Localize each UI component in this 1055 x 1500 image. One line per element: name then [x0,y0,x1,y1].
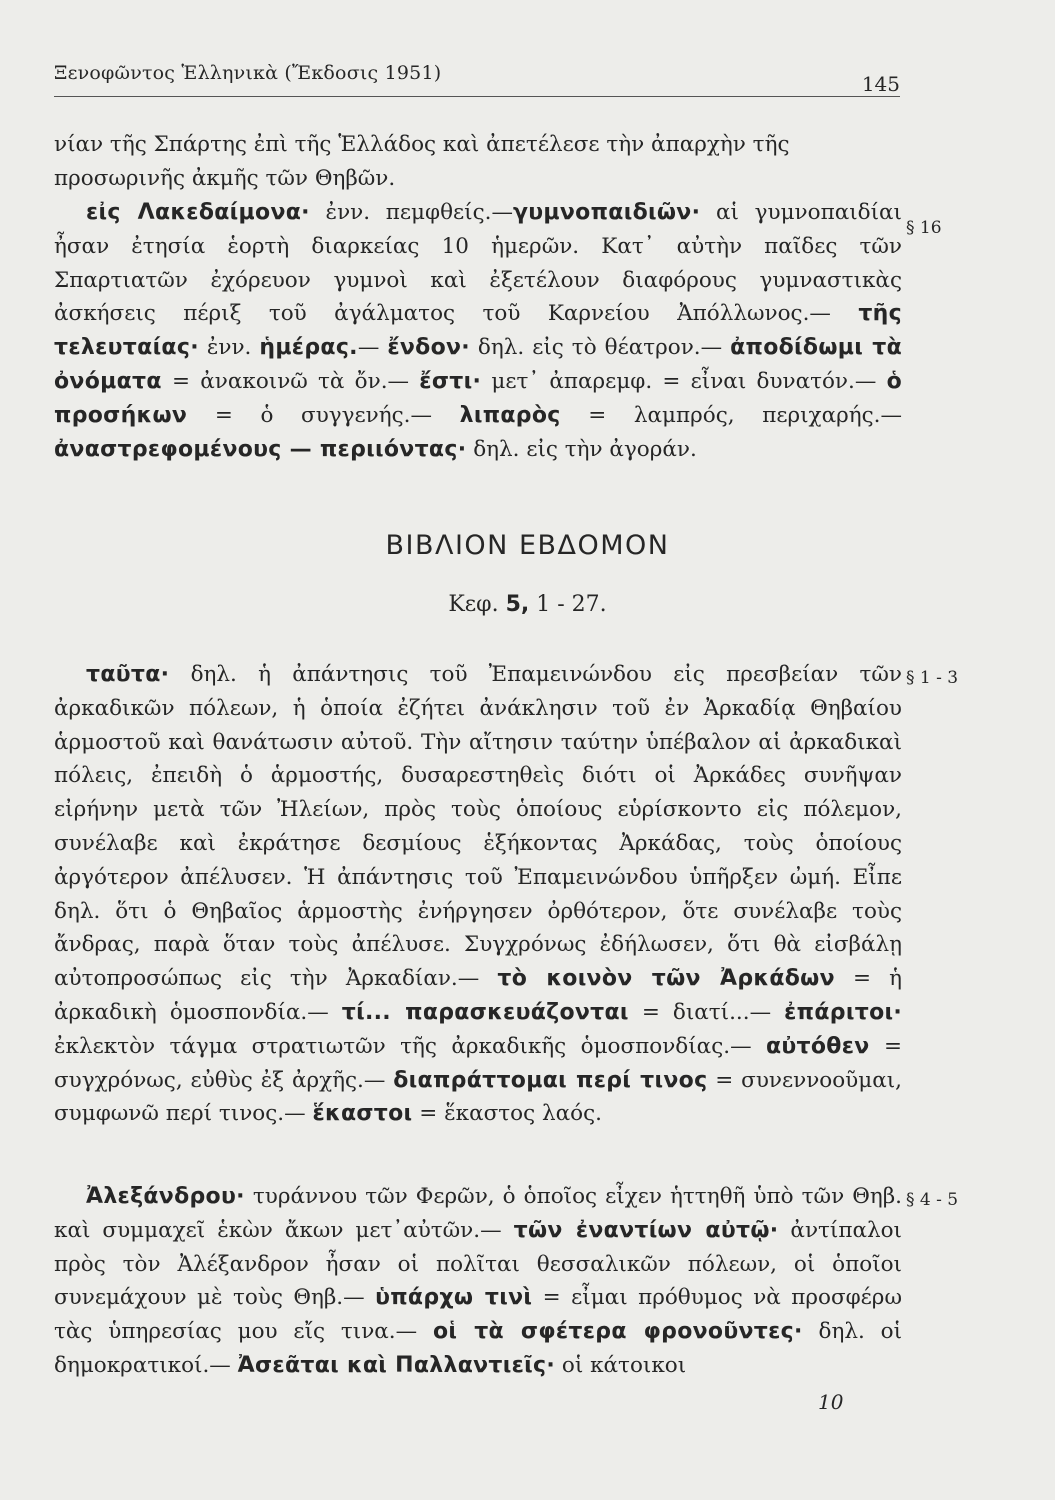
gloss: = ἀνακοινῶ τὰ ὄν.— [161,368,420,394]
gloss: δηλ. ἡ ἀπάντησις τοῦ Ἐπαμεινώνδου εἰς πρεσβείαν τῶν ἀρκαδικῶν πόλεων, ἡ ὁποία ἐζήτει ἀνάκλησιν τοῦ ἐν Ἀρκαδίᾳ Θηβαίου ἁρμοστοῦ καὶ θανάτωσιν αὐτοῦ. Τὴν αἴτησιν ταύτην ὑπέβαλον αἱ ἀρκαδικαὶ πόλεις, ἐπειδὴ ὁ ἁρμοστής, δυσαρεστηθεὶς διότι οἱ Ἀρκάδες συνῆψαν εἰρήνην μετὰ τῶν Ἠλείων, πρὸς τοὺς ὁποίους εὑρίσκοντο εἰς πόλεμον, συνέλαβε καὶ ἐκράτησε δεσμίους ἑξήκοντας Ἀρκάδας, τοὺς ὁποίους ἀργότερον ἀπέλυσεν. Ἡ ἀπάντησις τοῦ Ἐπαμεινώνδου ὑπῆρξεν ὠμή. Εἶπε δηλ. ὅτι ὁ Θηβαῖος ἁρμοστὴς ἐνήργησεν ὀρθότερον, ὅτε συνέλαβε τοὺς ἄνδρας, παρὰ ὅταν τοὺς ἀπέλυσε. Συγχρόνως ἐδήλωσεν, ὅτι θὰ εἰσβάλῃ αὐτοπροσώπως εἰς τὴν Ἀρκαδίαν.— [54,662,902,992]
page-header [54,62,900,102]
page-number: 145 [861,72,900,96]
gloss: ἐνν. [198,335,260,361]
section-marker: § 1 - 3 [906,668,959,688]
section-marker: § 4 - 5 [906,1190,959,1210]
gloss: = διατί...— [628,999,785,1025]
lemma: λιπαρὸς [459,402,561,428]
lemma: γυμνοπαιδιῶν· [512,200,701,225]
gloss: ἀντίπαλοι πρὸς τὸν Ἀλέξανδρον ἦσαν οἱ πολῖται θεσσαλικῶν πόλεων, οἱ ὁποῖοι συνεμάχουν μὲ τοὺς Θηβ.— [54,1217,902,1311]
lemma: τί... παρασκευάζονται [341,999,629,1025]
signature-mark: 10 [818,1390,844,1414]
lemma: ἀποδίδωμι τὰ ὀνόματα [54,335,902,394]
lemma: αὐτόθεν [765,1033,870,1059]
lemma: εἰς Λακεδαίμονα· [86,200,310,225]
lemma: ταῦτα· [86,662,170,687]
gloss: δηλ. εἰς τὴν ἀγοράν. [466,436,697,462]
chapter-reference [0,592,1055,617]
paragraph-2 [54,196,902,466]
section-marker: § 16 [906,218,942,238]
text-line: προσωρινῆς ἀκμῆς τῶν Θηβῶν. [54,165,396,191]
gloss: = συγχρόνως, εὐθὺς ἐξ ἀρχῆς.— [54,1033,902,1093]
lemma: τῆς τελευταίας· [54,301,902,361]
gloss: = εἶμαι πρόθυμος νὰ προσφέρω τὰς ὑπηρεσίας μου εἴς τινα.— [54,1285,902,1345]
lemma: ὑπάρχω τινὶ [375,1285,533,1311]
gloss: = ἡ ἀρκαδικὴ ὁμοσπονδία.— [54,966,902,1025]
lemma: Ἀσεᾶται καὶ Παλλαντιεῖς· [237,1352,556,1378]
gloss: — [357,335,388,361]
gloss: δηλ. οἱ δημοκρατικοί.— [54,1319,902,1378]
paragraph-4 [54,1180,902,1383]
lemma: οἱ τὰ σφέτερα φρονοῦντες· [432,1319,803,1345]
gloss: αἱ γυμνοπαιδίαι ἦσαν ἐτησία ἑορτὴ διαρκείας 10 ἡμερῶν. Κατ᾿ αὐτὴν παῖδες τῶν Σπαρτιατῶν ἐχόρευον γυμνοὶ καὶ ἐξετέλουν διαφόρους γυμναστικὰς ἀσκήσεις πέριξ τοῦ ἀγάλματος τοῦ Καρνείου Ἀπόλλωνος.— [54,200,902,327]
lemma: ἡμέρας. [259,335,358,361]
lemma: τῶν ἐναντίων αὐτῷ· [513,1217,779,1243]
lemma: τὸ κοινὸν τῶν Ἀρκάδων [497,966,835,992]
header-rule [54,96,900,97]
chapter-title: ΒΙΒΛΙΟΝ ΕΒΔΟΜΟΝ [385,530,670,561]
gloss: = ὁ συγγενής.— [187,402,460,428]
gloss: μετ᾿ ἀπαρεμφ. = εἶναι δυνατόν.— [481,368,887,394]
lemma: ἔστι· [419,368,482,394]
gloss: τυράννου τῶν Φερῶν, ὁ ὁποῖος εἶχεν ἡττηθῆ ὑπὸ τῶν Θηβ. καὶ συμμαχεῖ ἑκὼν ἄκων μετ᾿αὐτῶν.— [54,1184,902,1243]
lemma: ἔνδον· [387,335,470,361]
gloss: δηλ. εἰς τὸ θέατρον.— [469,335,731,361]
running-title: Ξενοφῶντος Ἑλληνικὰ (Ἔκδοσις 1951) [54,62,442,84]
lemma: διαπράττομαι περί τινος [393,1067,708,1093]
text-line: νίαν τῆς Σπάρτης ἐπὶ τῆς Ἑλλάδος καὶ ἀπετέλεσε τὴν ἀπαρχὴν τῆς [54,132,790,157]
lemma: ἐπάριτοι· [784,999,903,1025]
lemma: Ἀλεξάνδρου· [86,1184,245,1209]
chapter-ref-range: 1 - 27. [536,592,607,617]
lemma: ὁ προσήκων [54,368,902,428]
gloss: ἐκλεκτὸν τάγμα στρατιωτῶν τῆς ἀρκαδικῆς ὁμοσπονδίας.— [54,1033,766,1059]
chapter-ref-number: 5, [505,592,530,617]
lemma: ἕκαστοι [312,1101,413,1127]
gloss: = συνεννοοῦμαι, συμφωνῶ περί τινος.— [54,1067,902,1127]
gloss: οἱ κάτοικοι [555,1352,687,1378]
gloss: = ἕκαστος λαός. [412,1101,602,1127]
chapter-ref-prefix: Κεφ. [448,592,499,617]
gloss: ἐνν. πεμφθείς.— [309,200,513,225]
lemma: ἀναστρεφομένους — περιιόντας· [54,436,467,462]
paragraph-3 [54,658,902,1131]
gloss: = λαμπρός, περιχαρής.— [560,402,902,428]
paragraph-1 [54,128,902,196]
